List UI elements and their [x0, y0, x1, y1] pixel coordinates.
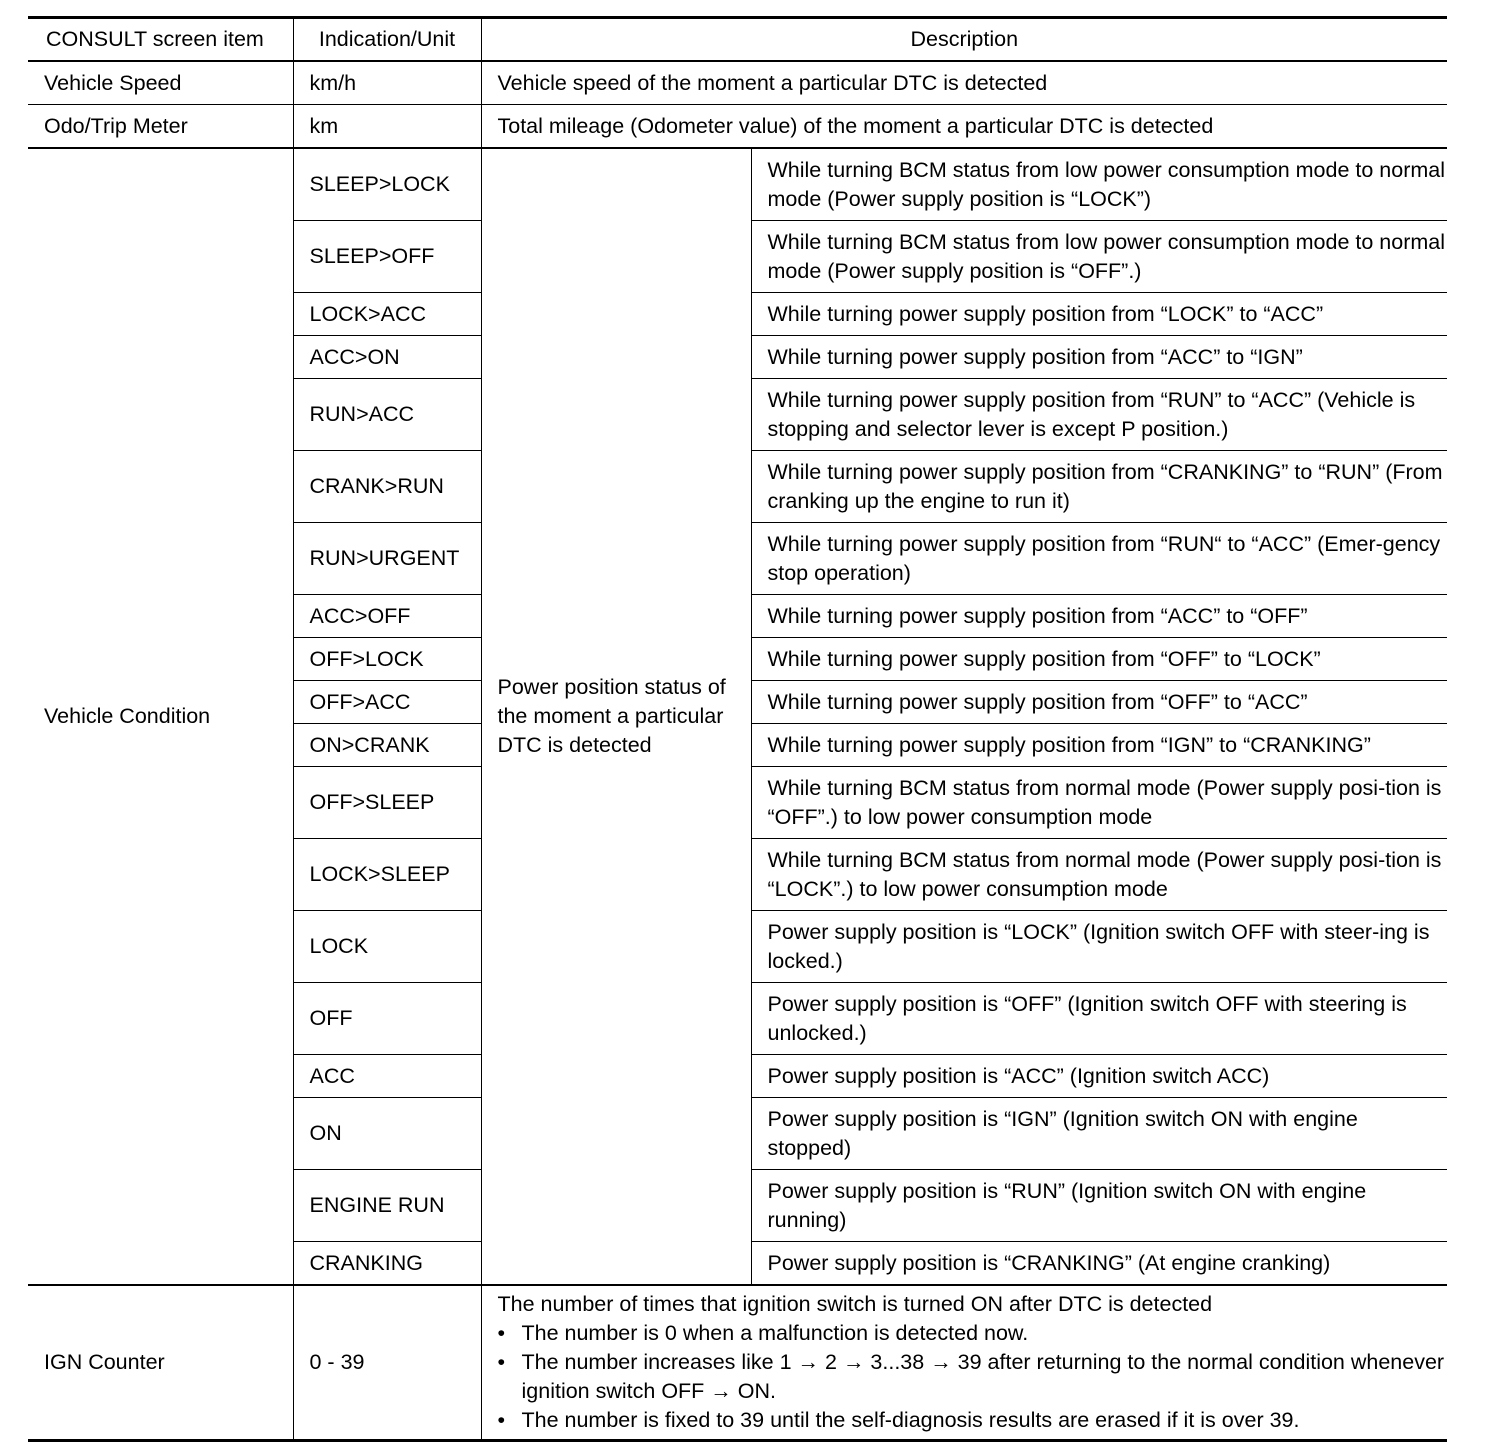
condition-indication: CRANKING — [293, 1242, 481, 1286]
desc-ign-counter — [481, 1285, 1447, 1441]
condition-indication: OFF — [293, 983, 481, 1055]
bullet-icon: • — [497, 1350, 506, 1374]
condition-description: While turning BCM status from low power consumption mode to normal mode (Power supply position is “OFF”.) — [751, 221, 1447, 293]
condition-indication: OFF>LOCK — [293, 638, 481, 681]
ign-intro: The number of times that ignition switch is turned ON after DTC is detected — [497, 1292, 1213, 1316]
condition-description: While turning power supply position from “RUN” to “ACC” (Vehicle is stopping and selector lever is except P position.) — [751, 379, 1447, 451]
condition-indication: RUN>ACC — [293, 379, 481, 451]
condition-indication: ON>CRANK — [293, 724, 481, 767]
bullet-icon: • — [497, 1321, 506, 1345]
condition-indication: OFF>ACC — [293, 681, 481, 724]
bullet-text: The number increases like 1 → 2 → 3...38 → 39 after returning to the normal condition whenever ignition switch OFF → ON. — [521, 1350, 1445, 1403]
condition-description: Power supply position is “IGN” (Ignition switch ON with engine stopped) — [751, 1098, 1447, 1170]
bullet-icon: • — [497, 1408, 506, 1432]
condition-indication: LOCK>SLEEP — [293, 839, 481, 911]
condition-indication: ACC>ON — [293, 336, 481, 379]
condition-description: While turning power supply position from “ACC” to “IGN” — [751, 336, 1447, 379]
table-row — [28, 61, 1447, 105]
header-description: Description — [481, 18, 1447, 62]
condition-description: Power supply position is “OFF” (Ignition switch OFF with steering is unlocked.) — [751, 983, 1447, 1055]
bullet-text: The number is 0 when a malfunction is detected now. — [521, 1321, 1029, 1345]
item-vehicle-condition: Vehicle Condition — [28, 148, 293, 1285]
condition-description: Power supply position is “LOCK” (Ignition switch OFF with steer-ing is locked.) — [751, 911, 1447, 983]
condition-indication: RUN>URGENT — [293, 523, 481, 595]
condition-description: While turning BCM status from normal mode (Power supply posi-tion is “OFF”.) to low power consumption mode — [751, 767, 1447, 839]
condition-description: While turning BCM status from normal mode (Power supply posi-tion is “LOCK”.) to low power consumption mode — [751, 839, 1447, 911]
list-item — [498, 1348, 1448, 1406]
condition-indication: CRANK>RUN — [293, 451, 481, 523]
condition-description: While turning BCM status from low power consumption mode to normal mode (Power supply position is “LOCK”) — [751, 148, 1447, 221]
item-ign-counter: IGN Counter — [28, 1285, 293, 1441]
unit-odo-trip-meter: km — [293, 105, 481, 149]
condition-description: While turning power supply position from “CRANKING” to “RUN” (From cranking up the engine to run it) — [751, 451, 1447, 523]
unit-vehicle-speed: km/h — [293, 61, 481, 105]
header-indication-unit: Indication/Unit — [293, 18, 481, 62]
condition-indication: SLEEP>LOCK — [293, 148, 481, 221]
condition-description: Power supply position is “RUN” (Ignition switch ON with engine running) — [751, 1170, 1447, 1242]
list-item — [498, 1319, 1448, 1348]
item-vehicle-speed: Vehicle Speed — [28, 61, 293, 105]
condition-description: While turning power supply position from “ACC” to “OFF” — [751, 595, 1447, 638]
condition-indication: ON — [293, 1098, 481, 1170]
table-row — [28, 105, 1447, 149]
condition-indication: OFF>SLEEP — [293, 767, 481, 839]
condition-indication: SLEEP>OFF — [293, 221, 481, 293]
condition-description: Power supply position is “CRANKING” (At engine cranking) — [751, 1242, 1447, 1286]
unit-ign-counter: 0 - 39 — [293, 1285, 481, 1441]
list-item — [498, 1406, 1448, 1435]
condition-description: While turning power supply position from “OFF” to “ACC” — [751, 681, 1447, 724]
condition-summary: Power position status of the moment a particular DTC is detected — [481, 148, 751, 1285]
consult-data-table — [28, 16, 1447, 1442]
condition-indication: LOCK — [293, 911, 481, 983]
condition-indication: ENGINE RUN — [293, 1170, 481, 1242]
condition-description: While turning power supply position from “RUN“ to “ACC” (Emer-gency stop operation) — [751, 523, 1447, 595]
condition-description: While turning power supply position from “OFF” to “LOCK” — [751, 638, 1447, 681]
desc-odo-trip-meter: Total mileage (Odometer value) of the moment a particular DTC is detected — [481, 105, 1447, 149]
condition-description: While turning power supply position from “LOCK” to “ACC” — [751, 293, 1447, 336]
table-row — [28, 148, 1447, 221]
bullet-text: The number is fixed to 39 until the self-diagnosis results are erased if it is over 39. — [521, 1408, 1300, 1432]
table-row — [28, 1285, 1447, 1441]
condition-indication: ACC — [293, 1055, 481, 1098]
condition-description: While turning power supply position from “IGN” to “CRANKING” — [751, 724, 1447, 767]
condition-description: Power supply position is “ACC” (Ignition switch ACC) — [751, 1055, 1447, 1098]
condition-indication: ACC>OFF — [293, 595, 481, 638]
desc-vehicle-speed: Vehicle speed of the moment a particular DTC is detected — [481, 61, 1447, 105]
condition-indication: LOCK>ACC — [293, 293, 481, 336]
item-odo-trip-meter: Odo/Trip Meter — [28, 105, 293, 149]
table-header-row — [28, 18, 1447, 62]
header-screen-item: CONSULT screen item — [28, 18, 293, 62]
